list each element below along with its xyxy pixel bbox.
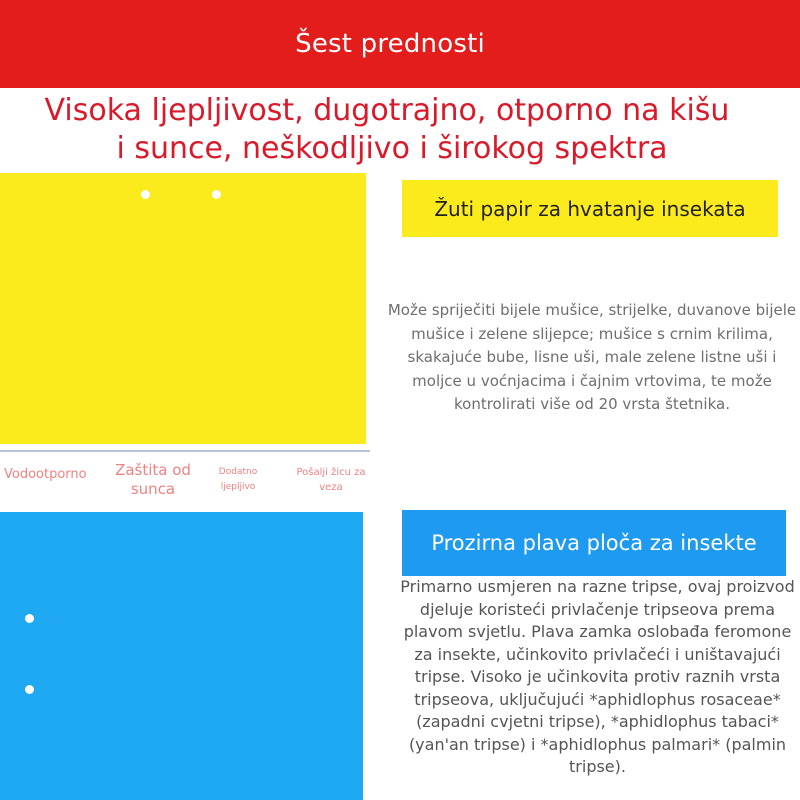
feature-waterproof: Vodootporno — [4, 467, 87, 482]
hanging-hole — [25, 685, 34, 694]
yellow-product-title: Žuti papir za hvatanje insekata — [402, 180, 778, 237]
headline-line-2: i sunce, neškodljivo i širokog spektra — [116, 131, 668, 166]
feature-extra-sticky: Dodatno ljepljivo — [218, 467, 258, 492]
banner-title: Šest prednosti — [295, 29, 485, 59]
blue-sticky-trap-image — [0, 512, 363, 800]
top-banner — [0, 0, 800, 88]
blue-product-title: Prozirna plava ploča za insekte — [402, 510, 786, 576]
feature-send-wire: Pošalji žicu za veza — [296, 467, 366, 493]
feature-divider — [0, 450, 370, 452]
feature-sun-protection: Zaštita od sunca — [115, 461, 191, 498]
headline-line-1: Visoka ljepljivost, dugotrajno, otporno na kišu — [44, 93, 730, 128]
yellow-product-description: Može spriječiti bijele mušice, strijelke, duvanove bijele mušice i zelene slijepce; mušice s crnim krilima, skakajuće bube, lisne uši, male zelene listne uši i moljce u voćnjacima i čajnim vrtovima, te može kontrolirati više od 20 vrsta štetnika. — [387, 301, 797, 413]
hanging-hole — [25, 614, 34, 623]
yellow-sticky-trap-image — [0, 173, 366, 444]
blue-product-description: Primarno usmjeren na razne tripse, ovaj proizvod djeluje koristeći privlačenje tripseova prema plavom svjetlu. Plava zamka oslobađa feromone za insekte, učinkovito privlačeći i uništavajući tripse. Visoko je učinkovita protiv raznih vrsta tripseova, uključujući *aphidlophus rosaceae* (zapadni cvjetni tripse), *aphidlophus tabaci* (yan'an tripse) i *aphidlophus palmari* (palmin tripse). — [400, 577, 795, 776]
hanging-hole — [141, 190, 150, 199]
hanging-hole — [212, 190, 221, 199]
headline — [0, 88, 800, 170]
